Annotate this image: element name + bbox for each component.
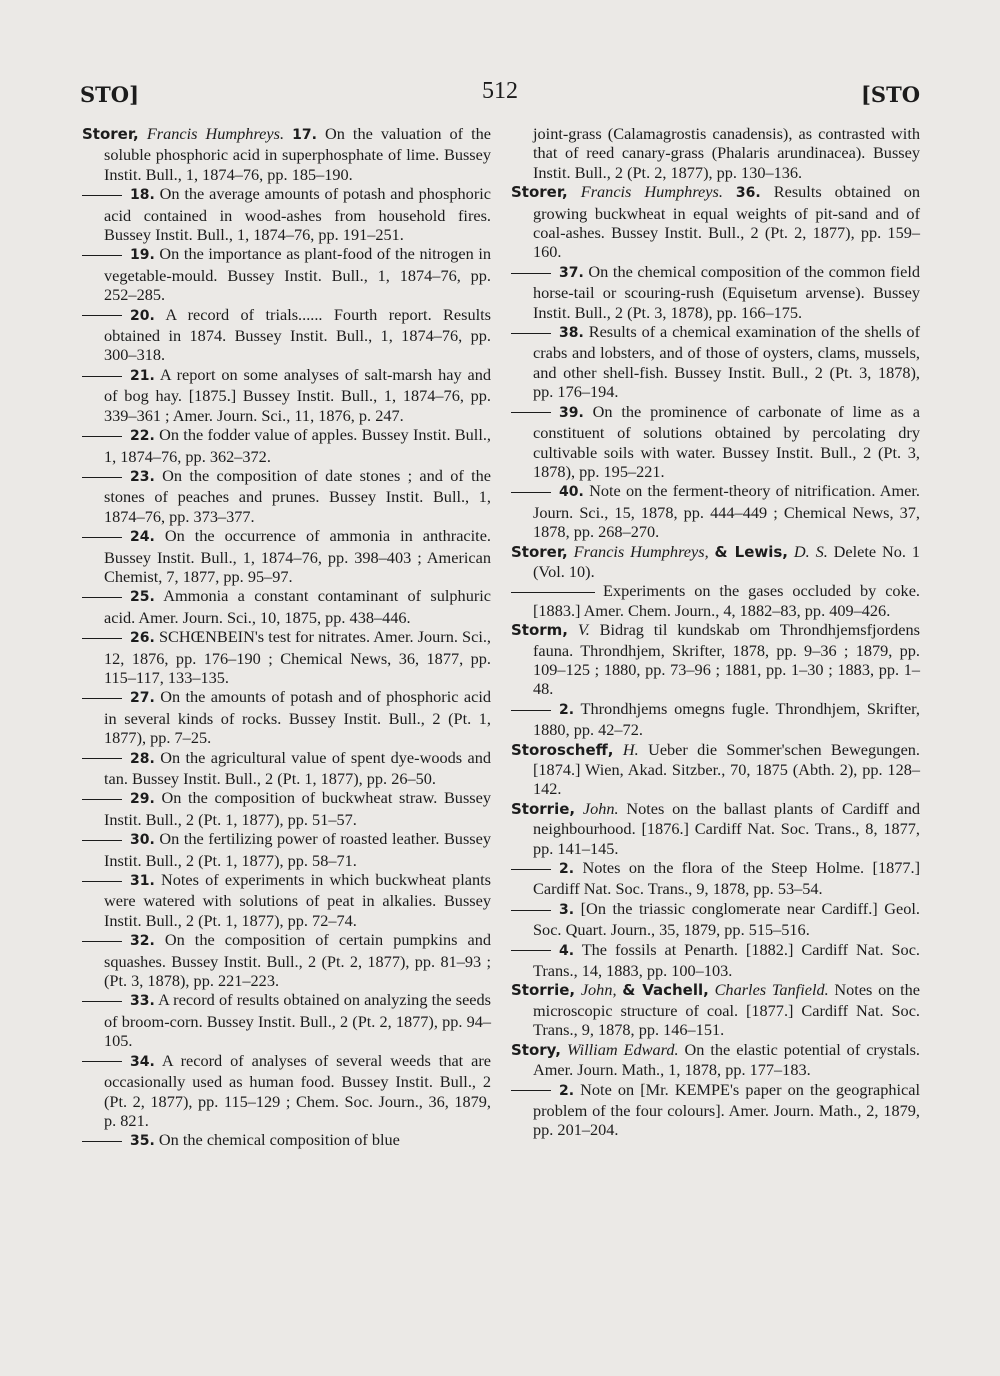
ditto-rule (82, 255, 122, 256)
ditto-rule (511, 869, 551, 870)
author-surname: Storer, (82, 125, 139, 143)
entry-number: 25. (130, 589, 155, 606)
entry-number: 4. (559, 942, 575, 959)
page-number: 512 (482, 78, 518, 104)
ditto-rule (82, 1141, 122, 1142)
bibliography-entry (82, 425, 491, 466)
bibliography-entry (82, 244, 491, 304)
bibliography-entry (511, 980, 920, 1039)
ditto-rule (511, 950, 551, 951)
page-header (80, 76, 920, 116)
bibliography-entry (511, 262, 920, 322)
ditto-rule (511, 333, 551, 334)
entry-text: On the elastic potential of crystals. Amer. Journ. Math., 1, 1878, pp. 177–183. (533, 1039, 920, 1080)
entry-text: On the fertilizing power of roasted leather. Bussey Instit. Bull., 2 (Pt. 1, 1877), pp. 58–71. (104, 829, 491, 870)
entry-number: 2. (559, 701, 575, 718)
bibliography-entry (82, 990, 491, 1050)
author-surname: Storrie, (511, 799, 576, 818)
entry-number: 32. (130, 933, 155, 950)
entry-text: Notes on the microscopic structure of coal. [1877.] Cardiff Nat. Soc. Trans., 9, 1878, pp. 146–151. (533, 980, 920, 1040)
entry-text: On the importance as plant-food of the nitrogen in vegetable-mould. Bussey Instit. Bull., 1, 1874–76, pp. 252–285. (104, 244, 492, 305)
author-surname: Storm, (511, 621, 569, 640)
ditto-rule (82, 881, 122, 882)
ditto-rule (82, 597, 122, 598)
coauthor-given-name: Charles Tanfield. (714, 980, 829, 1000)
author-given-name: Francis Humphreys, (573, 541, 709, 561)
author-given-name: V. (577, 620, 590, 640)
bibliography-entry (82, 788, 491, 829)
bibliography-entry (511, 581, 920, 620)
bibliography-entry (511, 182, 920, 262)
bibliography-entry (511, 542, 920, 582)
entry-number: 33. (130, 993, 155, 1010)
entry-number: 20. (130, 307, 155, 324)
entry-text: Notes on the ballast plants of Cardiff and neighbourhood. [1876.] Cardiff Nat. Soc. Trans., 8, 1877, pp. 141–145. (533, 798, 920, 858)
entry-text: joint-grass (Calamagrostis canadensis), as contrasted with that of reed canary-grass (Phalaris arundinacea). Bussey Instit. Bull., 2 (Pt. 2, 1877), pp. 130–136. (533, 124, 920, 182)
author-surname: Storoscheff, (511, 740, 614, 759)
ditto-rule (82, 436, 122, 437)
ditto-rule (511, 710, 551, 711)
entry-number: 31. (130, 873, 155, 890)
bibliography-entry (511, 799, 920, 858)
bibliography-entry (82, 305, 491, 365)
entry-number: 27. (130, 690, 155, 707)
bibliography-entry (82, 1051, 491, 1131)
entry-text: Delete No. 1 (Vol. 10). (533, 541, 920, 581)
ditto-rule (82, 376, 122, 377)
coauthor-surname: & Vachell, (622, 981, 709, 1000)
bibliography-entry (511, 322, 920, 402)
bibliography-entry (82, 748, 491, 789)
entry-text: Ueber die Sommer'schen Bewegungen. [1874.] Wien, Akad. Sitzber., 70, 1875 (Abth. 2), pp. 128–142. (533, 739, 921, 799)
author-given-name: John, (580, 980, 617, 1000)
entry-text: Notes on the flora of the Steep Holme. [1877.] Cardiff Nat. Soc. Trans., 9, 1878, pp. 53–54. (533, 858, 921, 899)
entry-number: 29. (130, 791, 155, 808)
author-given-name: William Edward. (566, 1039, 679, 1059)
author-given-name: H. (622, 739, 639, 759)
bibliography-entry (511, 899, 920, 940)
author-surname: Story, (511, 1040, 561, 1059)
bibliography-entry (511, 1040, 920, 1080)
entry-text: A record of analyses of several weeds that are occasionally used as human food. Bussey Instit. Bull., 2 (Pt. 2, 1877), pp. 115–129 ; Chem. Soc. Journ., 36, 1879, p. 821. (104, 1050, 492, 1130)
entry-number: 38. (559, 325, 584, 342)
entry-text: Ammonia a constant contaminant of sulphuric acid. Amer. Journ. Sci., 10, 1875, pp. 438–446. (104, 586, 492, 627)
bibliography-entry (82, 365, 491, 425)
bibliography-entry (82, 184, 491, 244)
entry-text: On the prominence of carbonate of lime as a constituent of solutions obtained by percolating dry cultivable soils with water. Bussey Instit. Bull., 2 (Pt. 3, 1878), pp. 195–221. (533, 401, 920, 481)
header-left-catchword: STO] (80, 82, 140, 107)
header-right-catchword: [STO (860, 82, 920, 107)
entry-text: Bidrag til kundskab om Throndhjemsfjordens fauna. Throndhjem, Skrifter, 1878, pp. 9–36 ; 1879, pp. 109–125 ; 1880, pp. 73–96 ; 1881, pp. 1–30 ; 1883, pp. 1–48. (533, 620, 920, 699)
author-given-name: John. (582, 798, 619, 818)
bibliography-entry (82, 870, 491, 930)
entry-text: On the agricultural value of spent dye-woods and tan. Bussey Instit. Bull., 2 (Pt. 1, 1877), pp. 26–50. (104, 747, 491, 788)
entry-number: 36. (735, 185, 761, 202)
ditto-rule (511, 1090, 551, 1091)
entry-number: 23. (130, 468, 155, 485)
author-surname: Storer, (511, 542, 568, 561)
entry-number: 22. (130, 428, 155, 445)
entry-text: Note on the ferment-theory of nitrification. Amer. Journ. Sci., 15, 1878, pp. 444–449 ; Chemical News, 37, 1878, pp. 268–270. (533, 481, 921, 542)
bibliography-entry (511, 620, 920, 699)
ditto-rule (82, 1061, 122, 1062)
bibliography-entry (82, 466, 491, 526)
ditto-rule (82, 758, 122, 759)
ditto-rule (511, 273, 551, 274)
entry-number: 19. (130, 247, 155, 264)
entry-text: On the fodder value of apples. Bussey Instit. Bull., 1, 1874–76, pp. 362–372. (104, 425, 491, 466)
ditto-rule (82, 840, 122, 841)
ditto-rule (82, 799, 122, 800)
entry-number: 30. (130, 832, 155, 849)
bibliography-entry (511, 699, 920, 740)
bibliography-entry (511, 124, 920, 182)
entry-text: On the valuation of the soluble phosphoric acid in superphosphate of lime. Bussey Instit. Bull., 1, 1874–76, pp. 185–190. (104, 124, 492, 184)
bibliography-entry (82, 930, 491, 990)
entry-text: Throndhjems omegns fugle. Throndhjem, Skrifter, 1880, pp. 42–72. (533, 698, 921, 740)
entry-text: [On the triassic conglomerate near Cardiff.] Geol. Soc. Quart. Journ., 35, 1879, pp. 515–516. (533, 898, 920, 940)
ditto-rule (82, 1001, 122, 1002)
ditto-rule (511, 910, 551, 911)
bibliography-entry (82, 829, 491, 870)
ditto-rule (82, 638, 122, 639)
author-given-name: Francis Humphreys. (580, 182, 723, 202)
ditto-rule (511, 592, 595, 593)
bibliography-entry (82, 687, 491, 747)
entry-text: On the average amounts of potash and phosphoric acid contained in wood-ashes from household fires. Bussey Instit. Bull., 1, 1874–76, pp. 191–251. (104, 184, 491, 245)
entry-number: 26. (130, 630, 155, 647)
ditto-rule (511, 412, 551, 413)
bibliography-entry (511, 740, 920, 799)
columns (82, 124, 920, 1152)
entry-number: 3. (559, 901, 575, 918)
entry-text: On the composition of certain pumpkins and squashes. Bussey Instit. Bull., 2 (Pt. 2, 1877), pp. 81–93 ; (Pt. 3, 1878), pp. 221–223. (104, 930, 491, 991)
bibliography-entry (511, 858, 920, 899)
entry-text: The fossils at Penarth. [1882.] Cardiff Nat. Soc. Trans., 14, 1883, pp. 100–103. (533, 939, 920, 981)
entry-number: 18. (130, 187, 155, 204)
bibliography-entry (82, 124, 491, 184)
ditto-rule (82, 537, 122, 538)
bibliography-entry (82, 586, 491, 627)
entry-number: 2. (559, 861, 575, 878)
ditto-rule (82, 195, 122, 196)
entry-text: On the composition of buckwheat straw. Bussey Instit. Bull., 2 (Pt. 1, 1877), pp. 51–57. (104, 788, 491, 829)
entry-text: A record of results obtained on analyzing the seeds of broom-corn. Bussey Instit. Bull., 2 (Pt. 2, 1877), pp. 94–105. (104, 990, 492, 1051)
coauthor-given-name: D. S. (793, 541, 828, 561)
bibliography-entry (511, 940, 920, 981)
left-column (82, 124, 491, 1152)
entry-text: On the amounts of potash and of phosphoric acid in several kinds of rocks. Bussey Instit. Bull., 2 (Pt. 1, 1877), pp. 7–25. (104, 687, 491, 748)
bibliography-entry (511, 1080, 920, 1140)
ditto-rule (82, 315, 122, 316)
coauthor-surname: & Lewis, (714, 542, 789, 561)
author-surname: Storer, (511, 183, 568, 202)
bibliography-entry (511, 481, 920, 541)
entry-number: 24. (130, 529, 155, 546)
ditto-rule (82, 698, 122, 699)
author-given-name: Francis Humphreys. (146, 124, 285, 143)
entry-text: On the composition of date stones ; and of the stones of peaches and prunes. Bussey Instit. Bull., 1, 1874–76, pp. 373–377. (104, 465, 491, 526)
author-surname: Storrie, (511, 981, 576, 1000)
entry-number: 21. (130, 367, 155, 384)
entry-text: Note on [Mr. KEMPE's paper on the geographical problem of the four colours]. Amer. Journ. Math., 2, 1879, pp. 201–204. (533, 1079, 920, 1140)
entry-text: On the chemical composition of blue (158, 1130, 400, 1150)
entry-number: 17. (292, 127, 317, 143)
entry-number: 35. (130, 1133, 155, 1150)
ditto-rule (82, 941, 122, 942)
entry-text: On the occurrence of ammonia in anthracite. Bussey Instit. Bull., 1, 1874–76, pp. 398–403 ; American Chemist, 7, 1877, pp. 95–97. (104, 526, 491, 586)
ditto-rule (511, 492, 551, 493)
entry-text: Results obtained on growing buckwheat in equal weights of pit-sand and of coal-ashes. Bussey Instit. Bull., 2 (Pt. 2, 1877), pp. 159–160. (533, 182, 921, 262)
entry-text: SCHŒNBEIN's test for nitrates. Amer. Journ. Sci., 12, 1876, pp. 176–190 ; Chemical News, 36, 1877, pp. 115–117, 133–135. (104, 627, 491, 687)
entry-text: Notes of experiments in which buckwheat plants were watered with solutions of peat in alkalies. Bussey Instit. Bull., 2 (Pt. 1, 1877), pp. 72–74. (104, 870, 491, 930)
bibliography-entry (82, 1130, 491, 1151)
entry-text: A report on some analyses of salt-marsh hay and of bog hay. [1875.] Bussey Instit. Bull., 1, 1874–76, pp. 339–361 ; Amer. Journ. Sci., 11, 1876, p. 247. (104, 364, 492, 425)
entry-number: 39. (559, 404, 584, 421)
right-column (511, 124, 920, 1152)
entry-number: 37. (559, 264, 584, 281)
entry-text: On the chemical composition of the common field horse-tail or scouring-rush (Equisetum arvense). Bussey Instit. Bull., 2 (Pt. 3, 1878), pp. 166–175. (533, 261, 920, 322)
bibliography-entry (82, 526, 491, 586)
entry-number: 34. (130, 1053, 155, 1070)
entry-number: 40. (559, 484, 584, 501)
bibliography-entry (511, 402, 920, 482)
entry-text: Results of a chemical examination of the shells of crabs and lobsters, and of those of oysters, clams, mussels, and other shell-fish. Bussey Instit. Bull., 2 (Pt. 3, 1878), pp. 176–194. (533, 322, 920, 402)
entry-text: A record of trials...... Fourth report. Results obtained in 1874. Bussey Instit. Bull., 1, 1874–76, pp. 300–318. (104, 304, 491, 365)
entry-number: 2. (559, 1082, 575, 1099)
ditto-rule (82, 477, 122, 478)
bibliography-entry (82, 627, 491, 687)
entry-text: Experiments on the gases occluded by coke. [1883.] Amer. Chem. Journ., 4, 1882–83, pp. 409–426. (533, 581, 920, 620)
entry-number: 28. (130, 750, 155, 767)
